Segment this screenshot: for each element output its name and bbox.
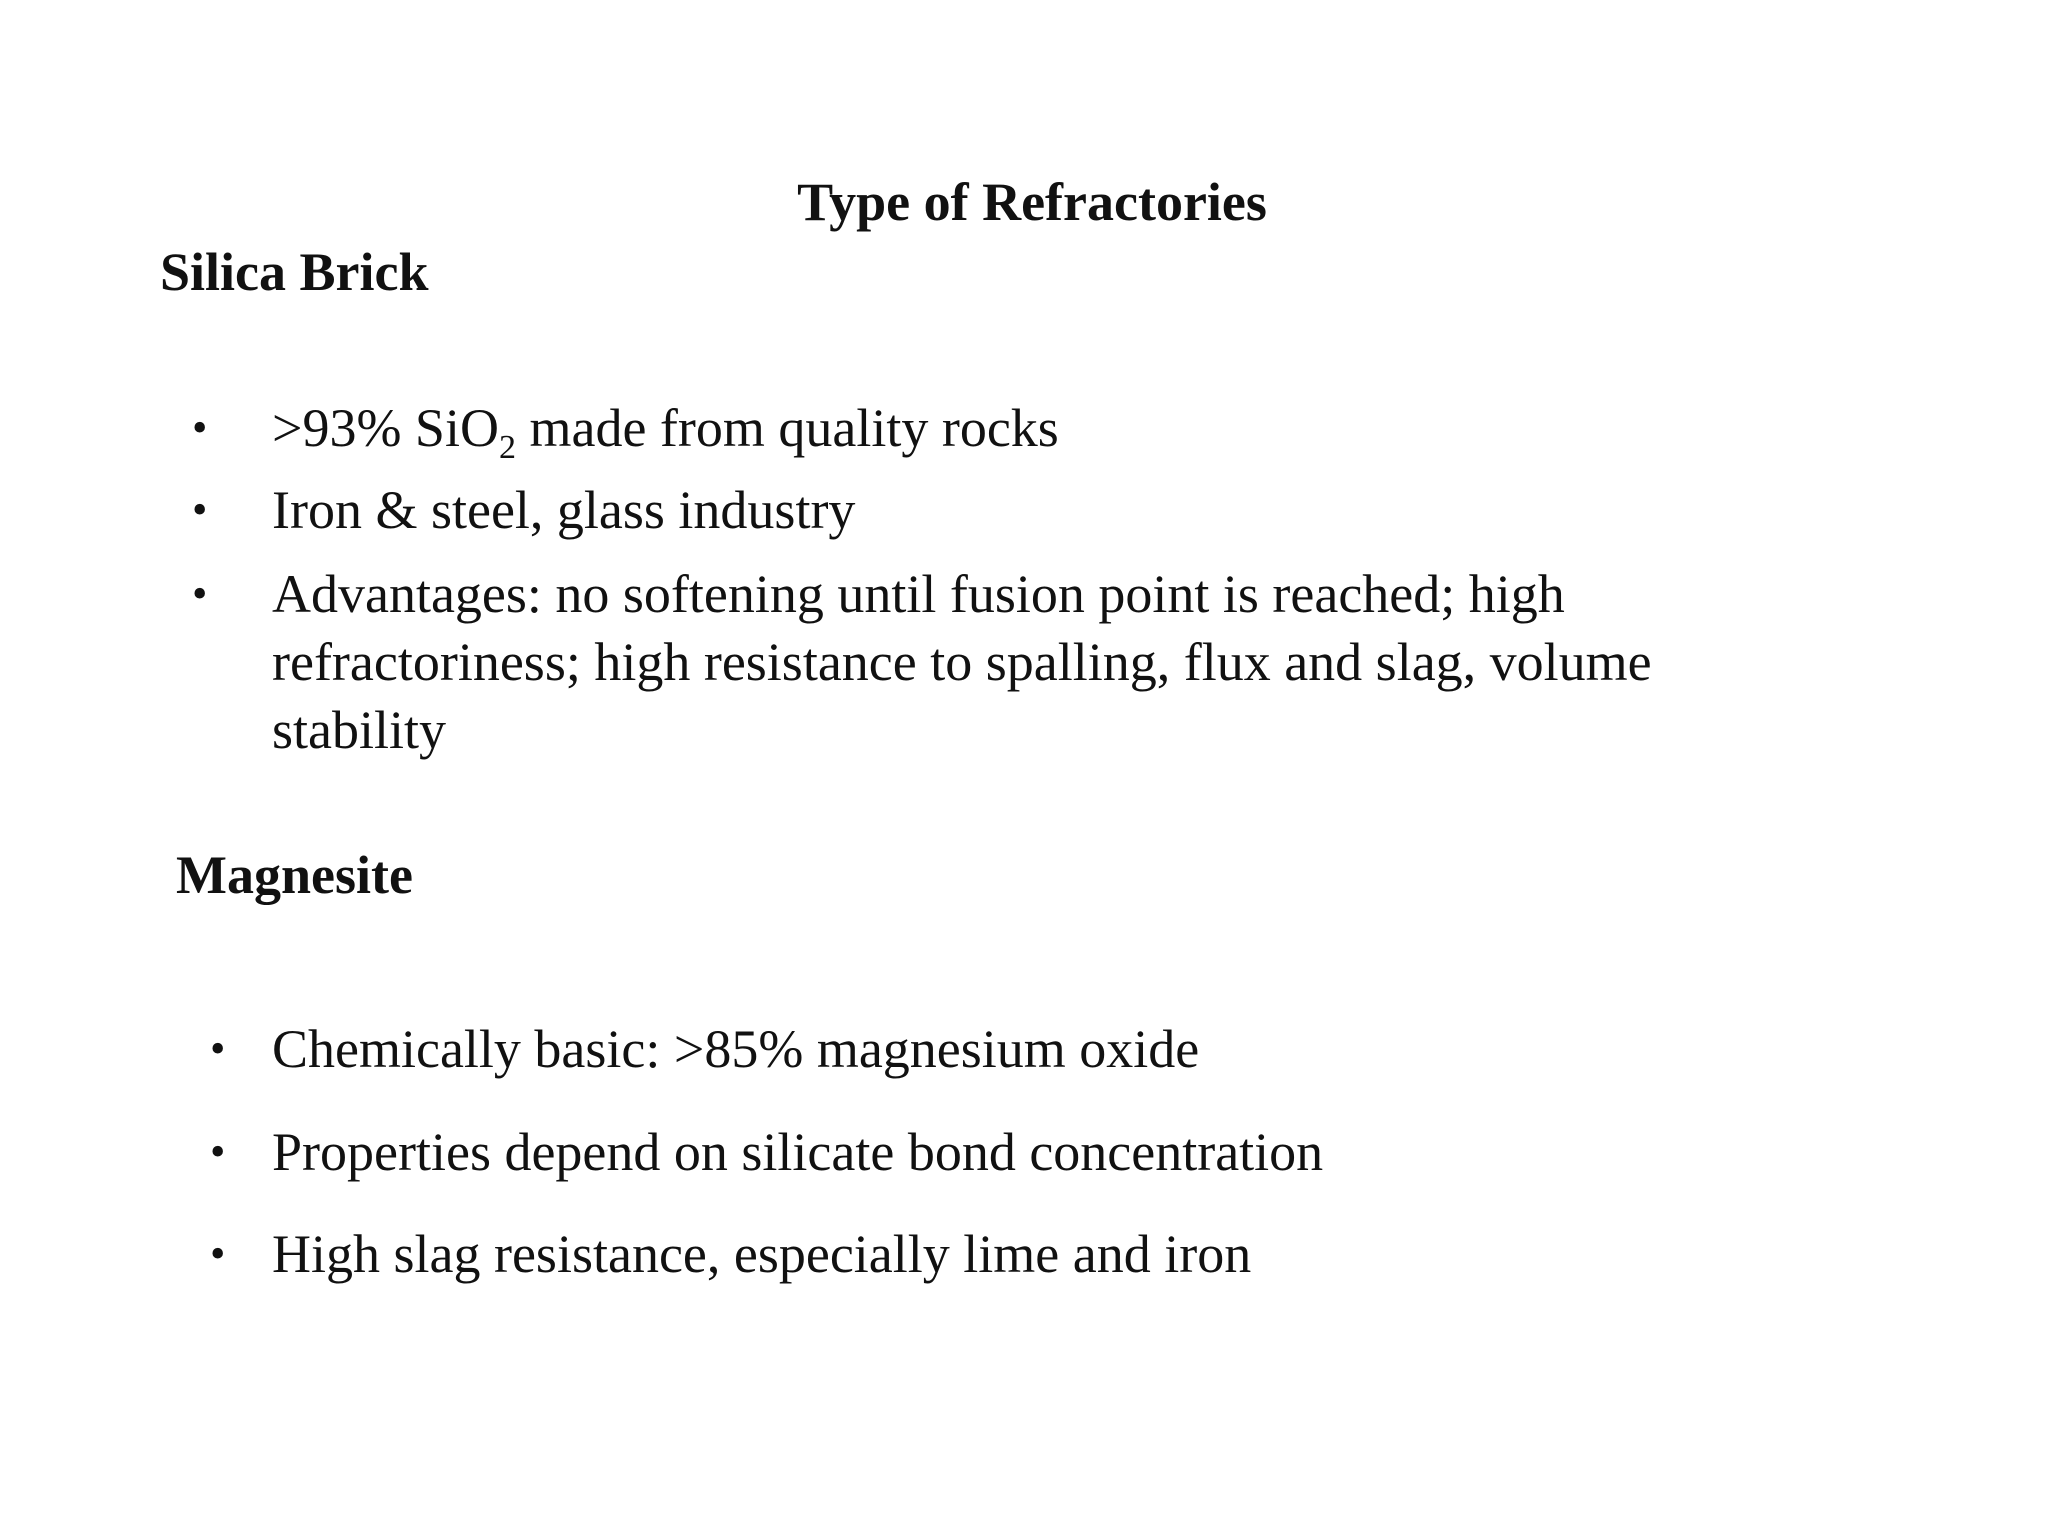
list-item xyxy=(0,1220,2048,1288)
list-item xyxy=(0,560,2048,770)
list-item xyxy=(0,1015,2048,1083)
list-item xyxy=(0,476,2048,544)
list-item xyxy=(0,1118,2048,1186)
bullet-text: Chemically basic: >85% magnesium oxide xyxy=(272,1019,1200,1079)
bullet-text: High slag resistance, especially lime and iron xyxy=(272,1224,1252,1284)
bullet-icon: • xyxy=(192,403,208,452)
bullet-text xyxy=(272,394,1692,466)
list-item xyxy=(0,394,2048,466)
bullet-icon: • xyxy=(192,485,208,534)
bullet-icon: • xyxy=(210,1229,226,1278)
section-heading-magnesite: Magnesite xyxy=(176,845,413,905)
section-heading-silica-brick: Silica Brick xyxy=(160,242,429,302)
slide-title: Type of Refractories xyxy=(797,172,1267,232)
bullet-text: Advantages: no softening until fusion point is reached; high refractoriness; high resistance to spalling, flux and slag, volume stability xyxy=(272,564,1652,760)
bullet-icon: • xyxy=(192,569,208,618)
bullet-icon: • xyxy=(210,1127,226,1176)
bullet-text-part: >93% SiO xyxy=(272,398,499,458)
subscript: 2 xyxy=(498,429,516,466)
bullet-text: Iron & steel, glass industry xyxy=(272,480,856,540)
bullet-icon: • xyxy=(210,1024,226,1073)
bullet-text: Properties depend on silicate bond concentration xyxy=(272,1122,1324,1182)
bullet-text-part: made from quality rocks xyxy=(515,398,1059,458)
